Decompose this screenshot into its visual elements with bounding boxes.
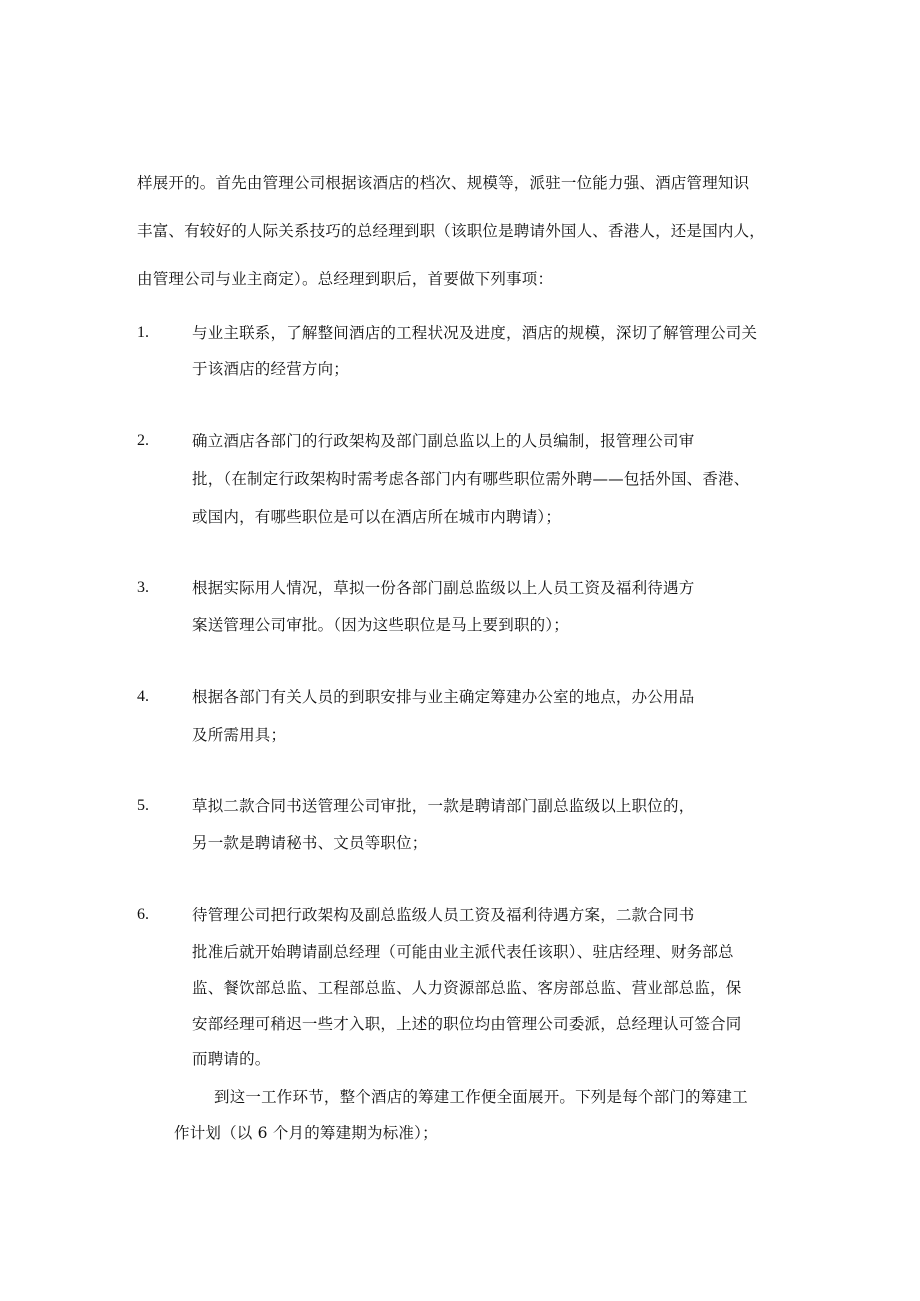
list-item-number: 2. (137, 432, 149, 449)
list-item-line: 而聘请的。 (192, 1050, 271, 1068)
list-item-line: 待管理公司把行政架构及副总监级人员工资及福利待遇方案，二款合同书 (192, 906, 695, 924)
list-item-line: 于该酒店的经营方向； (192, 360, 350, 378)
list-item-line: 安部经理可稍迟一些才入职，上述的职位均由管理公司委派，总经理认可签合同 (192, 1015, 742, 1033)
list-item-line: 监、餐饮部总监、工程部总监、人力资源部总监、客房部总监、营业部总监，保 (192, 979, 742, 997)
list-item-line: 草拟二款合同书送管理公司审批，一款是聘请部门副总监级以上职位的， (192, 797, 695, 815)
list-item-line: 案送管理公司审批。（因为这些职位是马上要到职的）； (192, 616, 570, 634)
list-item-line: 及所需用具； (192, 726, 287, 744)
list-item-line: 根据各部门有关人员的到职安排与业主确定筹建办公室的地点，办公用品 (192, 688, 695, 706)
list-item-line: 另一款是聘请秘书、文员等职位； (192, 834, 428, 852)
list-item-line: 批准后就开始聘请副总经理（可能由业主派代表任该职）、驻店经理、财务部总 (192, 943, 734, 961)
list-item-line: 根据实际用人情况，草拟一份各部门副总监级以上人员工资及福利待遇方 (192, 579, 695, 597)
list-item-number: 4. (137, 688, 149, 705)
intro-line: 由管理公司与业主商定）。总经理到职后，首要做下列事项： (137, 270, 554, 288)
intro-line: 样展开的。首先由管理公司根据该酒店的档次、规模等，派驻一位能力强、酒店管理知识 (137, 174, 750, 192)
list-item-line: 与业主联系，了解整间酒店的工程状况及进度，酒店的规模，深切了解管理公司关 (192, 324, 758, 342)
list-item-line: 批，（在制定行政架构时需考虑各部门内有哪些职位需外聘——包括外国、香港、 (192, 470, 750, 488)
list-item-number: 3. (137, 579, 149, 596)
list-item-number: 6. (137, 906, 149, 923)
closing-line: 到这一工作环节，整个酒店的筹建工作便全面展开。下列是每个部门的筹建工 (214, 1088, 748, 1106)
intro-line: 丰富、有较好的人际关系技巧的总经理到职（该职位是聘请外国人、香港人，还是国内人， (137, 222, 766, 240)
list-item-number: 1. (137, 324, 149, 341)
list-item-number: 5. (137, 797, 149, 814)
list-item-line: 或国内，有哪些职位是可以在酒店所在城市内聘请）； (192, 508, 562, 526)
list-item-line: 确立酒店各部门的行政架构及部门副总监以上的人员编制，报管理公司审 (192, 432, 695, 450)
closing-line: 作计划（以 6 个月的筹建期为标准）； (174, 1124, 438, 1142)
